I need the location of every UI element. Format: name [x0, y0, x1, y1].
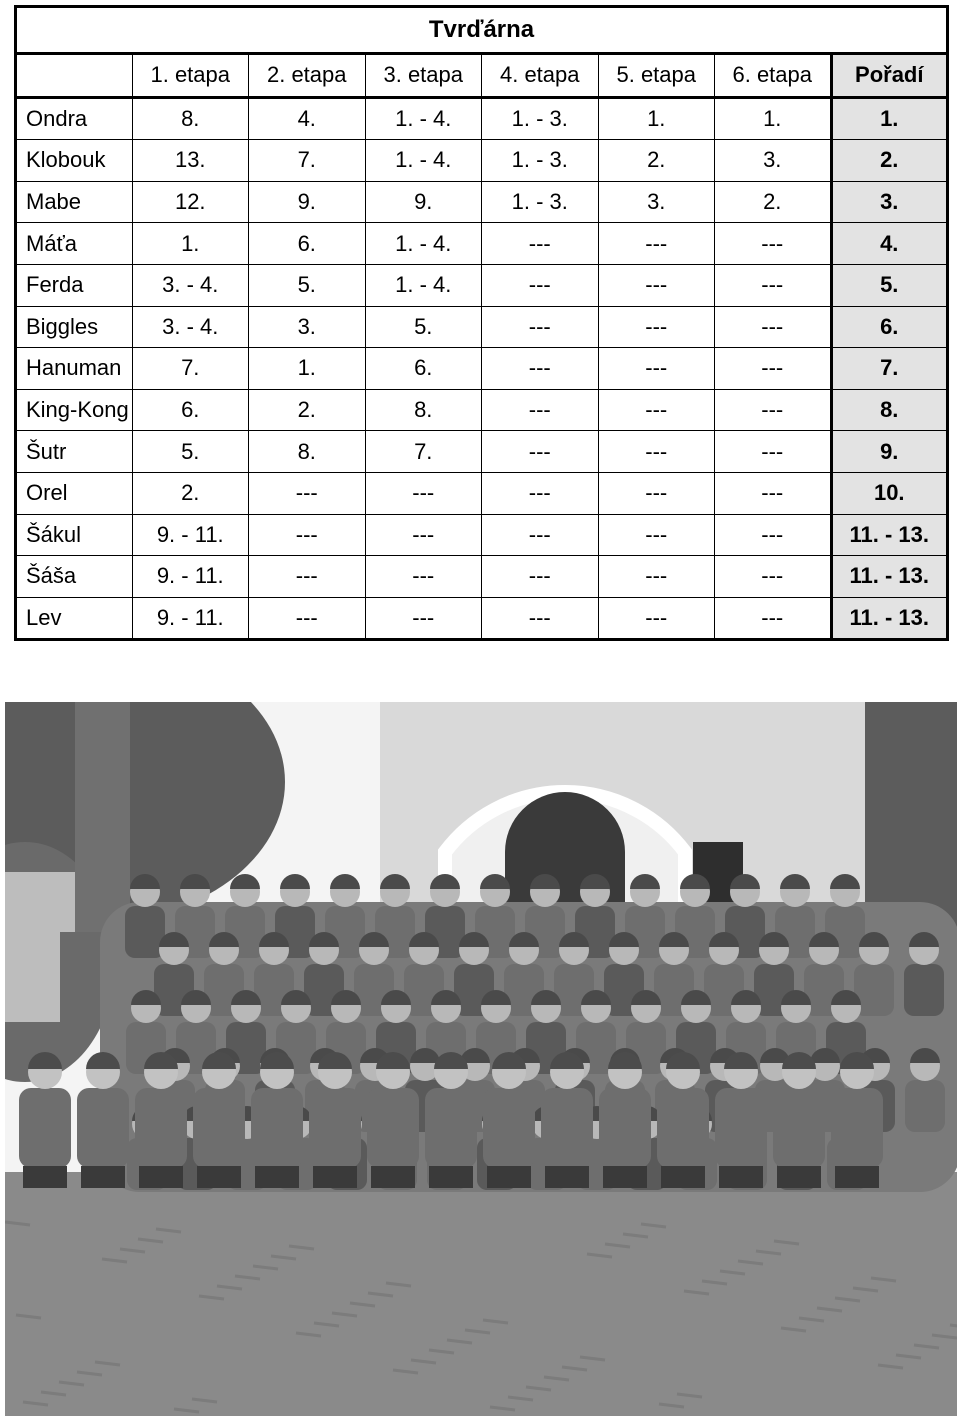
- stage-result: ---: [482, 389, 599, 431]
- photo-front-person-shorts: [777, 1166, 821, 1188]
- stage-result: 9. - 11.: [132, 514, 249, 556]
- group-photo: [5, 702, 957, 1416]
- stage-result: 1. - 4.: [365, 264, 482, 306]
- photo-front-person-shorts: [835, 1166, 879, 1188]
- final-rank: 4.: [831, 223, 948, 265]
- header-stage-1: 1. etapa: [132, 54, 249, 98]
- table-header-row: [16, 54, 948, 98]
- final-rank: 7.: [831, 348, 948, 390]
- competitor-name: Lev: [16, 597, 133, 640]
- photo-front-person-body: [77, 1088, 129, 1168]
- photo-front-person-body: [193, 1088, 245, 1168]
- results-table: [14, 5, 949, 641]
- stage-result: 2.: [715, 181, 832, 223]
- stage-result: ---: [482, 597, 599, 640]
- stage-result: 1. - 3.: [482, 140, 599, 182]
- stage-result: ---: [598, 306, 715, 348]
- table-row: [16, 223, 948, 265]
- header-name-col: [16, 54, 133, 98]
- photo-front-person-shorts: [719, 1166, 763, 1188]
- stage-result: 8.: [249, 431, 366, 473]
- photo-front-person-body: [251, 1088, 303, 1168]
- stage-result: 2.: [132, 472, 249, 514]
- stage-result: 5.: [249, 264, 366, 306]
- table-row: [16, 556, 948, 598]
- photo-grass: [5, 1172, 957, 1416]
- stage-result: 4.: [249, 97, 366, 140]
- stage-result: ---: [365, 556, 482, 598]
- stage-result: ---: [715, 514, 832, 556]
- competitor-name: Orel: [16, 472, 133, 514]
- photo-front-person-shorts: [487, 1166, 531, 1188]
- competitor-name: Hanuman: [16, 348, 133, 390]
- competitor-name: Biggles: [16, 306, 133, 348]
- header-stage-4: 4. etapa: [482, 54, 599, 98]
- stage-result: ---: [598, 597, 715, 640]
- photo-front-person-shorts: [313, 1166, 357, 1188]
- stage-result: 1. - 3.: [482, 97, 599, 140]
- table-row: [16, 597, 948, 640]
- stage-result: 6.: [132, 389, 249, 431]
- stage-result: ---: [715, 556, 832, 598]
- photo-front-person-body: [425, 1088, 477, 1168]
- photo-front-person-shorts: [255, 1166, 299, 1188]
- table-row: [16, 97, 948, 140]
- stage-result: ---: [249, 556, 366, 598]
- stage-result: ---: [715, 472, 832, 514]
- header-stage-2: 2. etapa: [249, 54, 366, 98]
- stage-result: 5.: [365, 306, 482, 348]
- stage-result: ---: [715, 597, 832, 640]
- stage-result: 1.: [132, 223, 249, 265]
- stage-result: 7.: [249, 140, 366, 182]
- competitor-name: Ferda: [16, 264, 133, 306]
- competitor-name: Šáša: [16, 556, 133, 598]
- table-row: [16, 472, 948, 514]
- stage-result: 3.: [598, 181, 715, 223]
- photo-front-person-shorts: [23, 1166, 67, 1188]
- stage-result: ---: [598, 472, 715, 514]
- stage-result: ---: [715, 223, 832, 265]
- stage-result: 3. - 4.: [132, 264, 249, 306]
- stage-result: ---: [598, 389, 715, 431]
- table-row: [16, 514, 948, 556]
- stage-result: 2.: [598, 140, 715, 182]
- stage-result: 2.: [249, 389, 366, 431]
- final-rank: 6.: [831, 306, 948, 348]
- stage-result: 9. - 11.: [132, 556, 249, 598]
- stage-result: 3.: [249, 306, 366, 348]
- stage-result: ---: [715, 264, 832, 306]
- final-rank: 1.: [831, 97, 948, 140]
- table-row: [16, 348, 948, 390]
- final-rank: 2.: [831, 140, 948, 182]
- stage-result: 8.: [365, 389, 482, 431]
- stage-result: ---: [715, 306, 832, 348]
- photo-person-body: [904, 964, 944, 1016]
- table-row: [16, 306, 948, 348]
- table-title: Tvrďárna: [16, 7, 948, 54]
- stage-result: 12.: [132, 181, 249, 223]
- stage-result: 1.: [598, 97, 715, 140]
- stage-result: 9.: [249, 181, 366, 223]
- stage-result: 1. - 3.: [482, 181, 599, 223]
- stage-result: 6.: [365, 348, 482, 390]
- table-row: [16, 181, 948, 223]
- stage-result: 3.: [715, 140, 832, 182]
- stage-result: ---: [482, 348, 599, 390]
- final-rank: 3.: [831, 181, 948, 223]
- photo-front-person-body: [657, 1088, 709, 1168]
- photo-front-person-shorts: [545, 1166, 589, 1188]
- stage-result: 3. - 4.: [132, 306, 249, 348]
- final-rank: 11. - 13.: [831, 514, 948, 556]
- final-rank: 11. - 13.: [831, 597, 948, 640]
- table-row: [16, 389, 948, 431]
- stage-result: ---: [249, 472, 366, 514]
- stage-result: ---: [598, 348, 715, 390]
- stage-result: 1. - 4.: [365, 97, 482, 140]
- stage-result: ---: [715, 431, 832, 473]
- stage-result: 9. - 11.: [132, 597, 249, 640]
- competitor-name: Klobouk: [16, 140, 133, 182]
- stage-result: 8.: [132, 97, 249, 140]
- final-rank: 9.: [831, 431, 948, 473]
- stage-result: 9.: [365, 181, 482, 223]
- stage-result: 1. - 4.: [365, 140, 482, 182]
- header-stage-6: 6. etapa: [715, 54, 832, 98]
- photo-front-person-body: [135, 1088, 187, 1168]
- final-rank: 10.: [831, 472, 948, 514]
- stage-result: 5.: [132, 431, 249, 473]
- final-rank: 11. - 13.: [831, 556, 948, 598]
- photo-front-person-shorts: [139, 1166, 183, 1188]
- stage-result: ---: [598, 556, 715, 598]
- header-stage-3: 3. etapa: [365, 54, 482, 98]
- group-photo-image: [5, 702, 957, 1416]
- photo-person-body: [905, 1080, 945, 1132]
- header-stage-5: 5. etapa: [598, 54, 715, 98]
- stage-result: ---: [482, 431, 599, 473]
- stage-result: 6.: [249, 223, 366, 265]
- table-body: [16, 97, 948, 640]
- competitor-name: King-Kong: [16, 389, 133, 431]
- photo-front-person-shorts: [371, 1166, 415, 1188]
- photo-person-body: [125, 906, 165, 958]
- stage-result: ---: [482, 264, 599, 306]
- stage-result: ---: [365, 514, 482, 556]
- competitor-name: Šutr: [16, 431, 133, 473]
- stage-result: ---: [482, 514, 599, 556]
- stage-result: ---: [715, 348, 832, 390]
- stage-result: ---: [365, 597, 482, 640]
- photo-front-person-body: [599, 1088, 651, 1168]
- stage-result: ---: [482, 223, 599, 265]
- photo-front-person-body: [715, 1088, 767, 1168]
- stage-result: ---: [482, 472, 599, 514]
- competitor-name: Máťa: [16, 223, 133, 265]
- stage-result: ---: [249, 514, 366, 556]
- table-row: [16, 431, 948, 473]
- stage-result: 7.: [365, 431, 482, 473]
- competitor-name: Mabe: [16, 181, 133, 223]
- stage-result: ---: [365, 472, 482, 514]
- competitor-name: Šákul: [16, 514, 133, 556]
- stage-result: ---: [598, 431, 715, 473]
- photo-front-person-body: [19, 1088, 71, 1168]
- table-row: [16, 264, 948, 306]
- stage-result: 1.: [715, 97, 832, 140]
- photo-front-person-body: [309, 1088, 361, 1168]
- photo-front-person-body: [773, 1088, 825, 1168]
- stage-result: 13.: [132, 140, 249, 182]
- photo-front-person-shorts: [661, 1166, 705, 1188]
- header-rank: Pořadí: [831, 54, 948, 98]
- stage-result: 1. - 4.: [365, 223, 482, 265]
- photo-front-person-shorts: [81, 1166, 125, 1188]
- competitor-name: Ondra: [16, 97, 133, 140]
- stage-result: 1.: [249, 348, 366, 390]
- photo-front-person-body: [541, 1088, 593, 1168]
- stage-result: ---: [598, 223, 715, 265]
- final-rank: 5.: [831, 264, 948, 306]
- stage-result: 7.: [132, 348, 249, 390]
- stage-result: ---: [598, 514, 715, 556]
- photo-front-person-shorts: [197, 1166, 241, 1188]
- photo-front-person-body: [367, 1088, 419, 1168]
- photo-front-person-body: [831, 1088, 883, 1168]
- stage-result: ---: [249, 597, 366, 640]
- table-row: [16, 140, 948, 182]
- stage-result: ---: [598, 264, 715, 306]
- stage-result: ---: [482, 556, 599, 598]
- stage-result: ---: [482, 306, 599, 348]
- photo-front-person-shorts: [603, 1166, 647, 1188]
- stage-result: ---: [715, 389, 832, 431]
- final-rank: 8.: [831, 389, 948, 431]
- photo-front-person-body: [483, 1088, 535, 1168]
- photo-front-person-shorts: [429, 1166, 473, 1188]
